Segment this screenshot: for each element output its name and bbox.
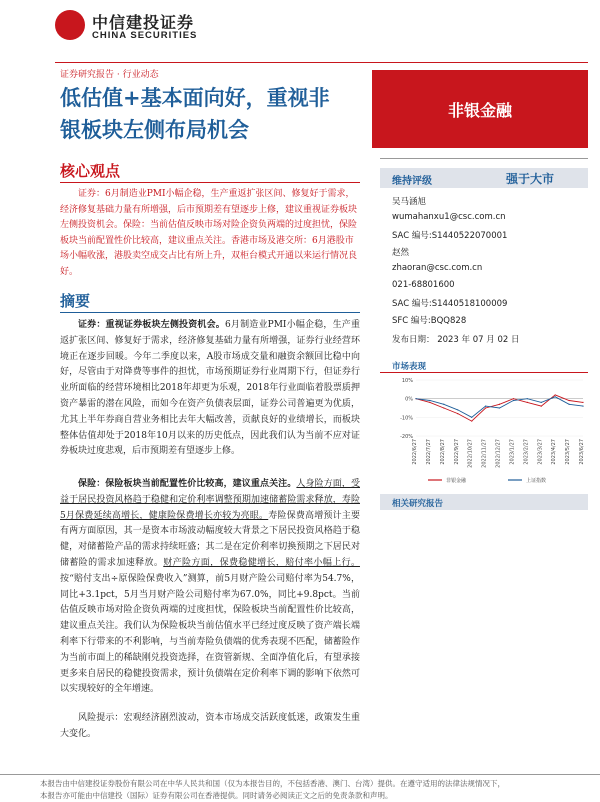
market-performance-divider (380, 372, 588, 373)
sidebar-top-rule (380, 158, 588, 159)
footer-divider (0, 774, 600, 775)
series-point (555, 394, 556, 395)
abstract-divider (60, 312, 360, 313)
series-point (582, 402, 583, 403)
insurance-lead: 保险：保险板块当前配置性价比较高，建议重点关注。 (78, 479, 297, 489)
x-tick-label: 2023/2/27 (523, 439, 530, 465)
disclaimer-line-2: 本报告亦可能由中信建投（国际）证券有限公司在香港提供。同时请务必阅读正文之后的免责条款和声明。 (40, 791, 393, 800)
x-tick-label: 2022/11/27 (481, 439, 488, 468)
analyst-sac-1: SAC 编号:S1440522070001 (392, 231, 508, 241)
insurance-body-1: 寿险保费高增预计主要有两方面原因，其一是资本市场波动幅度较大背景之下居民投资风格趋于稳健，对储蓄险产品的需求持续旺盛；其二是在定价利率切换预期之下居民对储蓄险的需求加速释放。 (60, 510, 360, 568)
securities-lead: 证券：重视证券板块左侧投资机会。 (78, 320, 225, 330)
series-point (429, 402, 430, 403)
y-tick-label: 0% (405, 396, 413, 403)
legend-label: 上证指数 (526, 478, 547, 484)
disclaimer (40, 778, 596, 802)
analyst-name-2: 赵然 (392, 248, 410, 258)
series-point (471, 417, 472, 418)
x-tick-label: 2023/1/27 (509, 439, 516, 465)
y-tick-label: -10% (400, 415, 413, 422)
life-insurance-summary: 人身险方面，受益于居民投资风格趋于稳健和定价利率调整预期加速储蓄险需求释放，寿险5月保费延续高增长，健康险保费增长亦较为亮眼。 (60, 479, 360, 521)
series-point (555, 396, 556, 397)
x-tick-label: 2022/7/27 (425, 439, 432, 465)
series-point (541, 406, 542, 407)
series-point (513, 400, 514, 401)
report-title-line-2: 银板块左侧布局机会 (60, 118, 249, 142)
insurance-body-2: 按“赔付支出÷原保险保费收入”测算，前5月财产险公司赔付率为54.7%，同比+3.1pct，5月当月财产险公司赔付率为67.0%，同比+9.8pct。当前估值反映市场对险企资负两端的过度担忧，保险板块当前配置性价比较高，建议重点关注。我们认为保险板块当前估值水平已经过度反映了资产端长端利率下行带来的不利影响，与当前寿险负债端的优秀表现不匹配，储蓄险作为当前市面上的稀缺刚兑投资选择，在资管新规、全面净值化后，有望承接更多来自居民的稳健投资需求，预计负债端在定价利率下调的影响下依然可以实现较好的全年增速。 (60, 573, 360, 695)
report-title-line-1: 低估值+基本面向好，重视非 (60, 86, 330, 110)
analyst-sac-2: SAC 编号:S1440518100009 (392, 299, 508, 309)
rating-label: 维持评级 (392, 176, 432, 187)
analyst-phone-2: 021-68801600 (392, 280, 455, 290)
series-point (568, 400, 569, 401)
disclaimer-line-1: 本报告由中信建投证券股份有限公司在中华人民共和国（仅为本报告目的，不包括香港、澳门、台湾）提供。在遵守适用的法律法规情况下， (40, 779, 505, 788)
abstract-heading: 摘要 (60, 292, 91, 310)
publish-date: 发布日期： 2023 年 07 月 02 日 (392, 335, 520, 345)
x-tick-label: 2022/9/27 (453, 439, 460, 465)
property-insurance-summary: 财产险方面，保费稳健增长，赔付率小幅上行。 (163, 557, 360, 568)
related-research-heading: 相关研究报告 (392, 499, 444, 509)
x-tick-label: 2023/3/27 (537, 439, 544, 465)
series-point (568, 404, 569, 405)
analyst-sfc-2: SFC 编号:BQQ828 (392, 316, 467, 326)
series-point (499, 407, 500, 408)
y-tick-label: -20% (400, 434, 413, 440)
market-performance-chart (388, 374, 588, 489)
core-view-text: 证券：6月制造业PMI小幅企稳，生产重返扩张区间、修复好于需求，经济修复基础力量有所增强，后市预期差有望逐步上修，建议重视证券板块左侧投资机会。保险：当前估值反映市场对险企资负两端的过度担忧，保险板块当前配置性价比较高，建议重点关注。香港市场及港交所：6月港股市场小幅收涨，港股卖空成交占比有所上升，双柜台模式开通以来运行情况良好。 (60, 189, 358, 277)
report-type: 证券研究报告 · 行业动态 (60, 70, 159, 80)
legend-label: 非银金融 (446, 478, 467, 484)
series-point (582, 406, 583, 407)
company-logo-mark (55, 10, 85, 40)
x-tick-label: 2022/6/27 (412, 439, 418, 465)
x-tick-label: 2023/6/27 (579, 439, 585, 465)
abstract-securities-paragraph (60, 318, 360, 460)
analyst-email-2[interactable]: zhaoran@csc.com.cn (392, 263, 483, 273)
report-title (60, 82, 380, 146)
x-tick-label: 2022/10/27 (467, 439, 474, 468)
sector-banner: 非银金融 (372, 70, 588, 148)
market-performance-heading: 市场表现 (392, 362, 427, 372)
header-divider (55, 62, 588, 63)
risk-warning: 风险提示：宏观经济剧烈波动，资本市场成交活跃度低迷，政策发生重大变化。 (60, 713, 360, 739)
series-point (415, 398, 416, 399)
series-point (429, 400, 430, 401)
series-point (443, 404, 444, 405)
core-view-heading: 核心观点 (60, 162, 121, 180)
series-point (457, 413, 458, 414)
series-point (499, 404, 500, 405)
series-point (443, 407, 444, 408)
analyst-email-1[interactable]: wumahanxu1@csc.com.cn (392, 212, 506, 222)
series-point (513, 398, 514, 399)
x-tick-label: 2022/12/27 (495, 439, 502, 468)
series-point (541, 402, 542, 403)
series-point (471, 420, 472, 421)
abstract-insurance-paragraph (60, 477, 360, 698)
series-point (457, 409, 458, 410)
company-name-cn: 中信建投证券 (92, 13, 195, 32)
y-tick-label: 10% (401, 378, 413, 384)
series-point (527, 402, 528, 403)
x-tick-label: 2022/8/27 (439, 439, 446, 465)
securities-body: 6月制造业PMI小幅企稳，生产重返扩张区间、修复好于需求，经济修复基础力量有所增强，证券行业经营环境正在逐步回暖。今年二季度以来，A股市场成交量和融资余额回比稳中向好，尽管由于对降费等事件的担忧，市场预期证券行业周期下行，但证券行业所面临的经营环境相比2018年却更为乐观，2018年行业面临着股票质押资产暴雷的潜在风险，而如今在资产负债表层面，证券公司普遍更为优质，尤其上半年券商自营业务相比去年大幅改善，贡献良好的业绩增长，而板块整体估值却处于2018年10月以来的历史低点，因此我们认为当前不应对证券板块过度悲观，后市预期差有望逐步上修。 (60, 320, 360, 457)
series-point (527, 398, 528, 399)
series-point (485, 407, 486, 408)
series-point (485, 406, 486, 407)
company-name-en: CHINA SECURITIES (92, 30, 198, 41)
analyst-name-1: 吴马涵旭 (392, 197, 427, 207)
x-tick-label: 2023/5/27 (565, 439, 572, 465)
rating-value: 强于大市 (506, 172, 555, 186)
core-view-divider (60, 182, 360, 183)
x-tick-label: 2023/4/27 (551, 439, 558, 465)
